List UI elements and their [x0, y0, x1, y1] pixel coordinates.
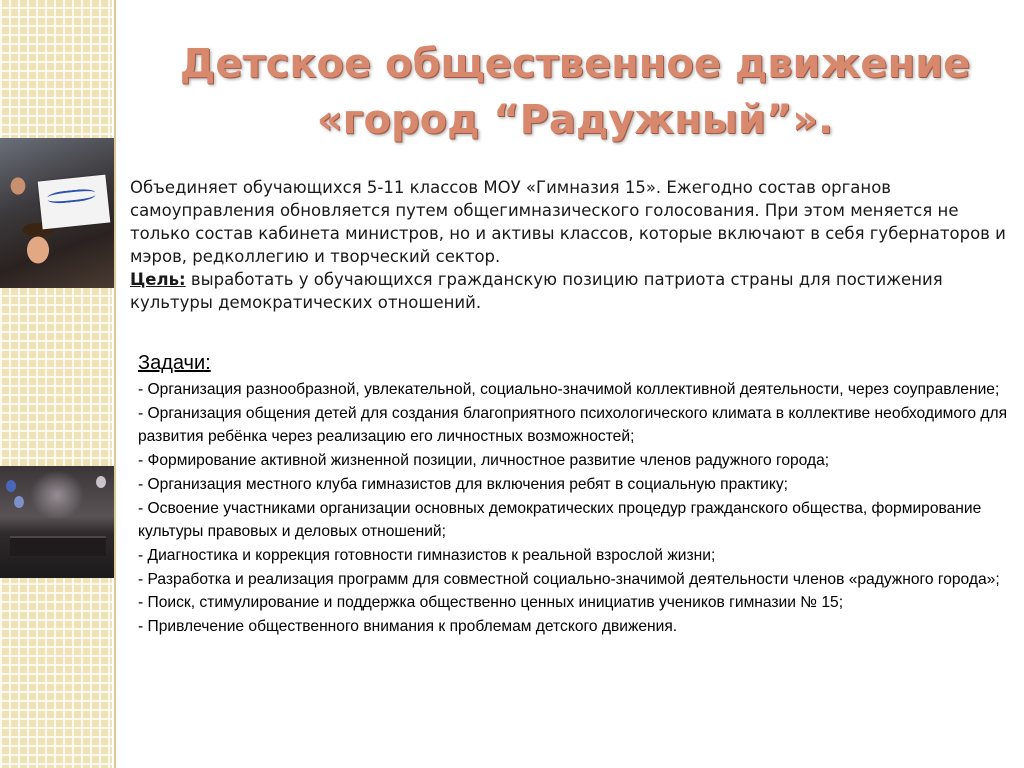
task-item: - Формирование активной жизненной позиции, личностное развитие членов радужного города; [138, 452, 830, 470]
slide-title [130, 36, 1020, 148]
task-item: - Организация местного клуба гимназистов для включения ребят в социальную практику; [138, 475, 788, 493]
title-line-2: «город “Радужный”». [316, 97, 834, 143]
tasks-list [138, 378, 1008, 639]
goal-paragraph [130, 268, 1010, 314]
task-item: - Разработка и реализация программ для совместной социально-значимой деятельности членов «радужного города»; [138, 570, 1000, 588]
title-line-1: Детское общественное движение [179, 41, 971, 87]
decorative-side-pattern [0, 0, 112, 768]
task-item: - Привлечение общественного внимания к проблемам детского движения. [138, 618, 678, 636]
intro-paragraph: Объединяет обучающихся 5-11 классов МОУ «Гимназия 15». Ежегодно состав органов самоуправления обновляется путем общегимназического голосования. При этом меняется не только состав кабинета министров, но и активы классов, которые включают в себя губернаторов и мэров, редколлегию и творческий сектор. [130, 178, 1006, 266]
photo-assembly-hall [0, 466, 114, 578]
intro-block [130, 176, 1010, 314]
task-item: - Организация разнообразной, увлекательной, социально-значимой коллективной деятельности, через соуправление; [138, 381, 1000, 398]
task-item: - Освоение участниками организации основных демократических процедур гражданского общества, формирование культуры правовых и деловых отношений; [138, 499, 982, 541]
tasks-block [138, 350, 1008, 639]
photo-students-with-sign [0, 138, 114, 288]
handwritten-sign [38, 175, 111, 230]
goal-label: Цель: [130, 270, 186, 289]
side-divider-line [114, 0, 116, 768]
task-item: - Организация общения детей для создания благоприятного психологического климата в коллективе необходимого для развития ребёнка через реализацию его личностных возможностей; [138, 404, 1008, 446]
presidium-table [10, 536, 106, 556]
task-item: - Диагностика и коррекция готовности гимназистов к реальной взрослой жизни; [138, 546, 716, 564]
goal-text: выработать у обучающихся гражданскую позицию патриота страны для постижения культуры демократических отношений. [130, 270, 943, 312]
tasks-heading: Задачи: [138, 352, 211, 374]
task-item: - Поиск, стимулирование и поддержка общественно ценных инициатив учеников гимназии № 15; [138, 594, 844, 612]
